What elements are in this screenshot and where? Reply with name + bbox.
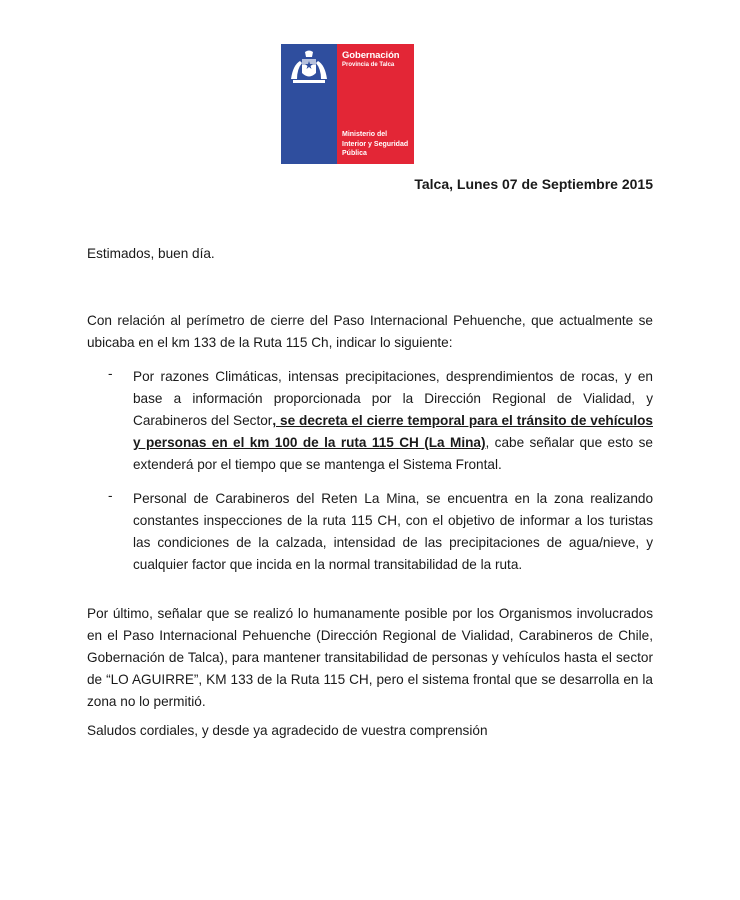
government-logo [281,44,414,164]
bullet1-text: Por razones Climáticas, intensas precipitaciones, desprendimientos de rocas, y en base a información proporcionada por la Dirección Regional de Vialidad, y Carabineros del Sector [133,369,653,428]
bullet-marker: - [108,366,113,381]
letter-date: Talca, Lunes 07 de Septiembre 2015 [414,176,653,192]
greeting: Estimados, buen día. [87,246,215,261]
intro-paragraph: Con relación al perímetro de cierre del Paso Internacional Pehuenche, que actualmente se ubicaba en el km 133 de la Ruta 115 Ch, indicar lo siguiente: [87,313,653,350]
closing-paragraph: Por último, señalar que se realizó lo humanamente posible por los Organismos involucrados en el Paso Internacional Pehuenche (Dirección Regional de Vialidad, Carabineros de Chile, Gobernación de Talca), para mantener transitabilidad de personas y vehículos hasta el sector de “LO AGUIRRE”, KM 133 de la Ruta 115 CH, pero el sistema frontal que se desarrolla en la zona no lo permitió. [87,606,653,709]
bullet-marker: - [108,488,113,503]
signoff: Saludos cordiales, y desde ya agradecido de vuestra comprensión [87,723,488,738]
coat-of-arms-icon [285,49,333,89]
bullet1-highlight: , se decreta el cierre temporal para el tránsito de vehículos y personas en el km 100 de la ruta 115 CH (La Mina) [133,413,653,450]
logo-subtitle: Provincia de Talca [342,62,395,68]
logo-ministry: Ministerio del Interior y Seguridad Pública [342,131,409,157]
bullet-item-carabineros: Personal de Carabineros del Reten La Mina, se encuentra en la zona realizando constantes inspecciones de la ruta 115 CH, con el objetivo de informar a los turistas las condiciones de la calzada, intensidad de las precipitaciones de agua/nieve, y cualquier factor que incida en la normal transitabilidad de la ruta. [133,491,653,572]
logo-title: Gobernación [342,50,400,61]
bullet1-tail: , cabe señalar que esto se extenderá por el tiempo que se mantenga el Sistema Frontal. [133,435,653,472]
bullet-item-closure [133,366,653,476]
